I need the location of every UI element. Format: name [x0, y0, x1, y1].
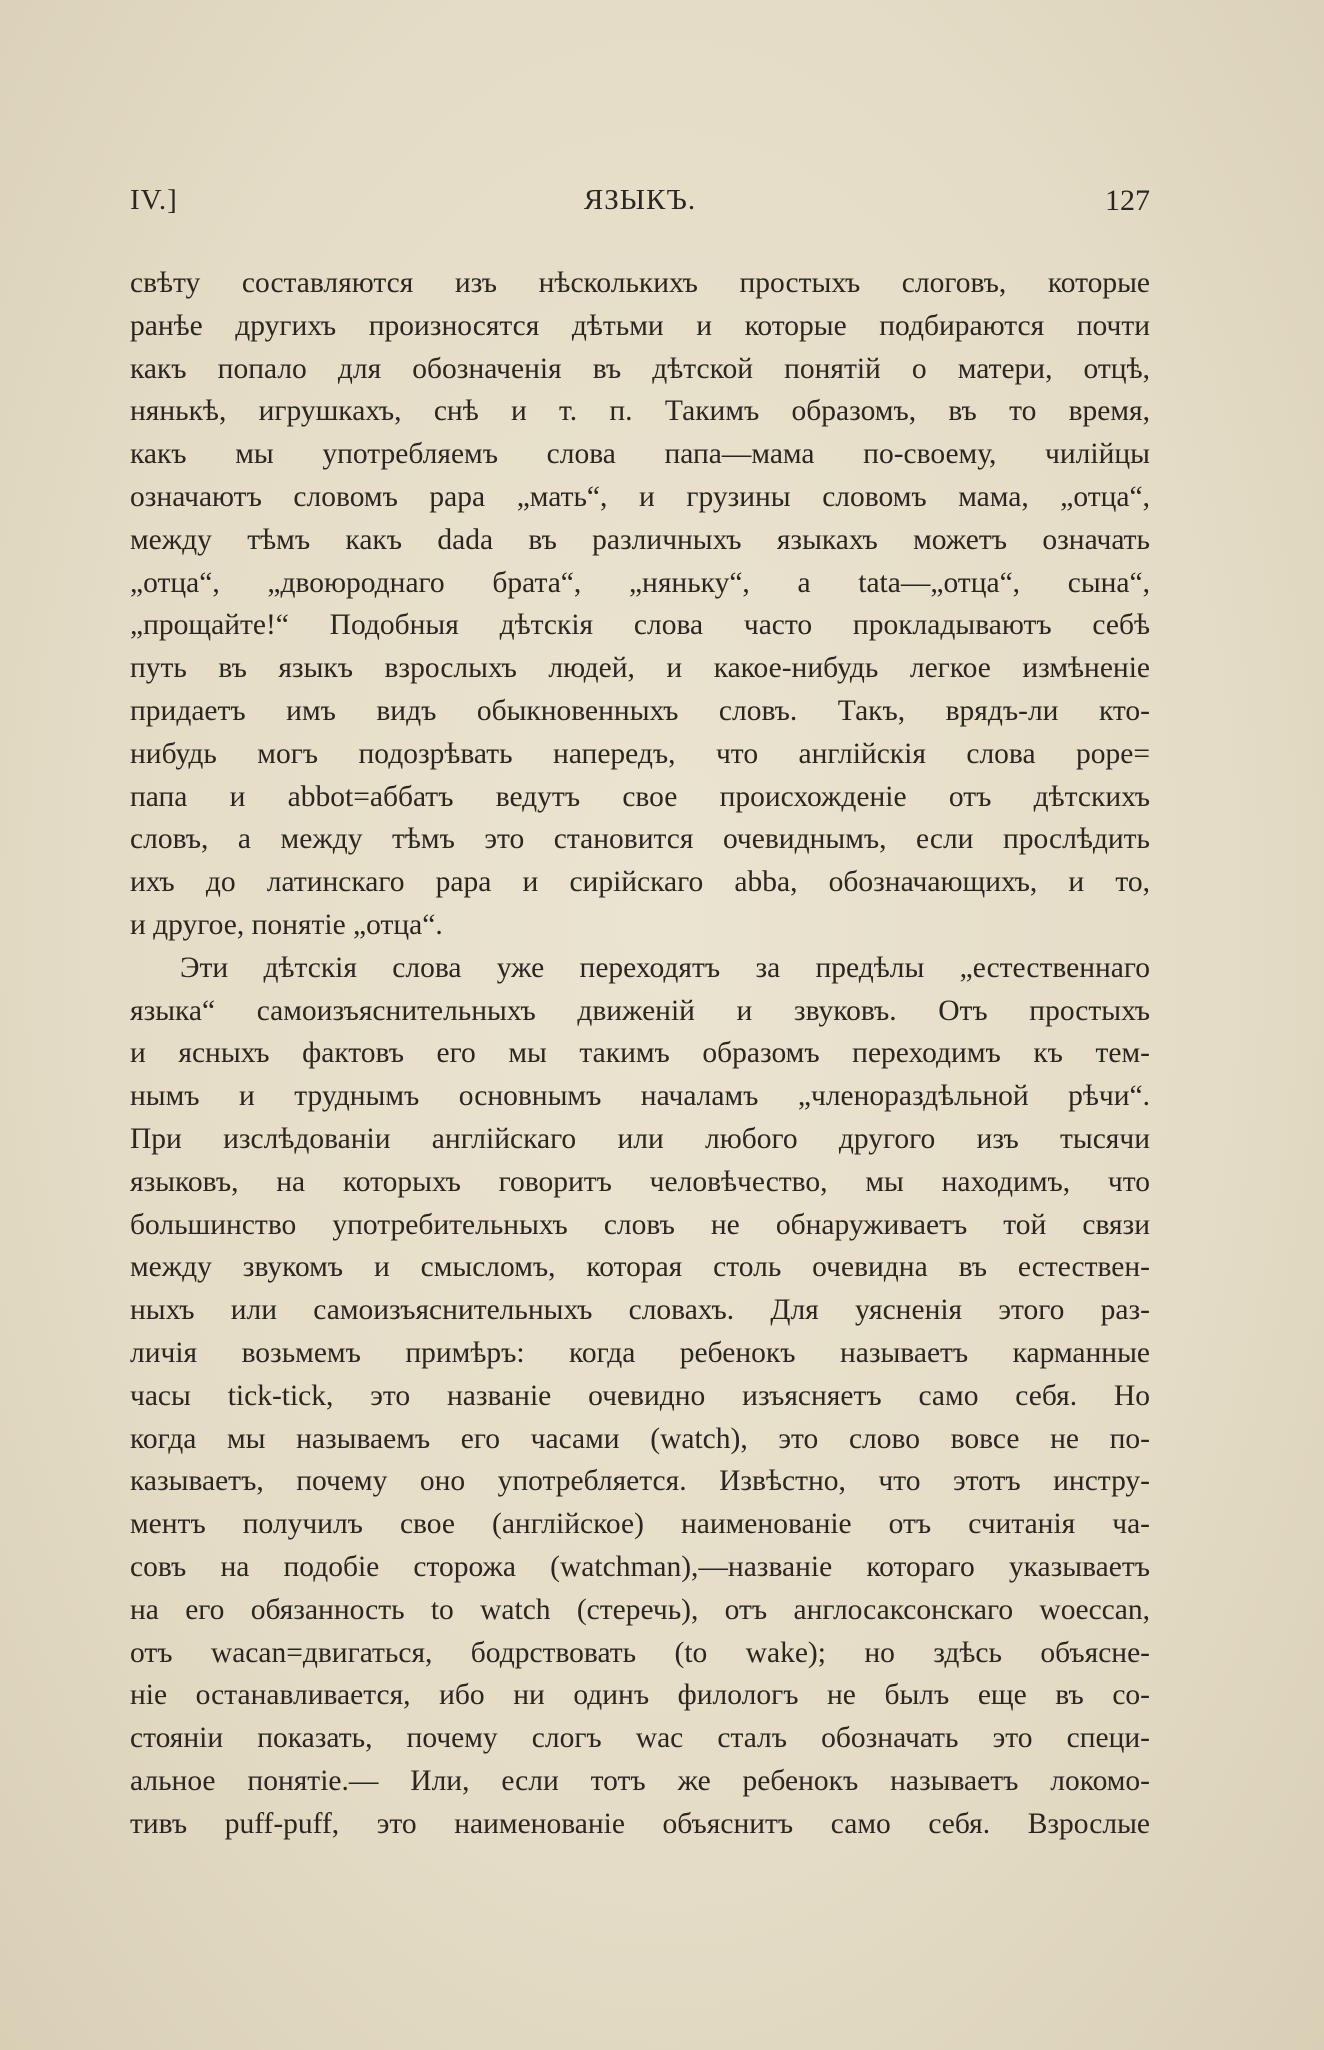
text-line: тивъ puff-puff, это наименованіе объяснитъ само себя. Взрослые: [130, 1807, 1150, 1840]
text-line: При изслѣдованіи англійскаго или любого другого изъ тысячи: [130, 1122, 1150, 1155]
text-line: придаетъ имъ видъ обыкновенныхъ словъ. Такъ, врядъ-ли кто-: [130, 694, 1150, 727]
text-line: ранѣе другихъ произносятся дѣтьми и которые подбираются почти: [130, 309, 1150, 342]
page-number: 127: [1105, 184, 1150, 217]
section-number: IV.]: [130, 184, 178, 216]
text-line: нымъ и труднымъ основнымъ началамъ „членораздѣльной рѣчи“.: [130, 1080, 1150, 1113]
text-line: между тѣмъ какъ dada въ различныхъ языкахъ можетъ означать: [130, 523, 1150, 556]
text-line: свѣту составляются изъ нѣсколькихъ простыхъ слоговъ, которые: [130, 267, 1150, 299]
text-line: между звукомъ и смысломъ, которая столь очевидна въ естествен-: [130, 1251, 1150, 1284]
text-line: „прощайте!“ Подобныя дѣтскія слова часто прокладываютъ себѣ: [130, 609, 1150, 642]
paragraph-1: [130, 262, 1150, 947]
text-line: на его обязанность to watch (стеречь), отъ англосаксонскаго woeccan,: [130, 1593, 1150, 1626]
text-line: ніе останавливается, ибо ни одинъ филологъ не былъ еще въ со-: [130, 1679, 1150, 1712]
text-line: нибудь могъ подозрѣвать напередъ, что англійскія слова pope=: [130, 737, 1150, 770]
text-line: когда мы называемъ его часами (watch), это слово вовсе не по-: [130, 1422, 1150, 1455]
text-line: альное понятіе.— Или, если тотъ же ребенокъ называетъ локомо-: [130, 1764, 1150, 1797]
text-line: путь въ языкъ взрослыхъ людей, и какое-нибудь легкое измѣненіе: [130, 652, 1150, 685]
running-title: ЯЗЫКЪ.: [583, 184, 697, 216]
paragraph-2: [130, 947, 1150, 1846]
text-line: совъ на подобіе сторожа (watchman),—названіе котораго указываетъ: [130, 1550, 1150, 1583]
text-line: нянькѣ, игрушкахъ, снѣ и т. п. Такимъ образомъ, въ то время,: [130, 395, 1150, 428]
text-line: „отца“, „двоюроднаго брата“, „няньку“, а tata—„отца“, сына“,: [130, 566, 1150, 599]
text-line: ментъ получилъ свое (англійское) наименованіе отъ считанія ча-: [130, 1508, 1150, 1541]
text-line: и другое, понятіе „отца“.: [130, 908, 443, 941]
text-line: словъ, а между тѣмъ это становится очевиднымъ, если прослѣдить: [130, 823, 1150, 856]
text-line: ихъ до латинскаго papa и сирійскаго abba, обозначающихъ, и то,: [130, 866, 1150, 899]
text-line: Эти дѣтскія слова уже переходятъ за предѣлы „естественнаго: [180, 951, 1150, 984]
text-line: означаютъ словомъ papa „мать“, и грузины словомъ мама, „отца“,: [130, 480, 1150, 513]
text-line: большинство употребительныхъ словъ не обнаруживаетъ той связи: [130, 1208, 1150, 1241]
text-line: личія возьмемъ примѣръ: когда ребенокъ называетъ карманные: [130, 1336, 1150, 1369]
running-header: [130, 184, 1150, 224]
text-line: какъ мы употребляемъ слова папа—мама по-своему, чилійцы: [130, 438, 1150, 471]
body-text: [130, 262, 1150, 1845]
text-line: и ясныхъ фактовъ его мы такимъ образомъ переходимъ къ тем-: [130, 1037, 1150, 1070]
text-line: языка“ самоизъяснительныхъ движеній и звуковъ. Отъ простыхъ: [130, 994, 1150, 1027]
text-line: казываетъ, почему оно употребляется. Извѣстно, что этотъ инстру-: [130, 1465, 1150, 1498]
text-line: ныхъ или самоизъяснительныхъ словахъ. Для уясненія этого раз-: [130, 1294, 1150, 1327]
text-line: папа и abbot=аббатъ ведутъ свое происхожденіе отъ дѣтскихъ: [130, 780, 1150, 813]
text-line: часы tick-tick, это названіе очевидно изъясняетъ само себя. Но: [130, 1379, 1150, 1412]
text-line: стояніи показать, почему слогъ wac сталъ обозначать это специ-: [130, 1722, 1150, 1755]
text-line: отъ wacan=двигаться, бодрствовать (to wake); но здѣсь объясне-: [130, 1636, 1150, 1669]
text-line: какъ попало для обозначенія въ дѣтской понятій о матери, отцѣ,: [130, 352, 1150, 385]
text-line: языковъ, на которыхъ говоритъ человѣчество, мы находимъ, что: [130, 1165, 1150, 1198]
